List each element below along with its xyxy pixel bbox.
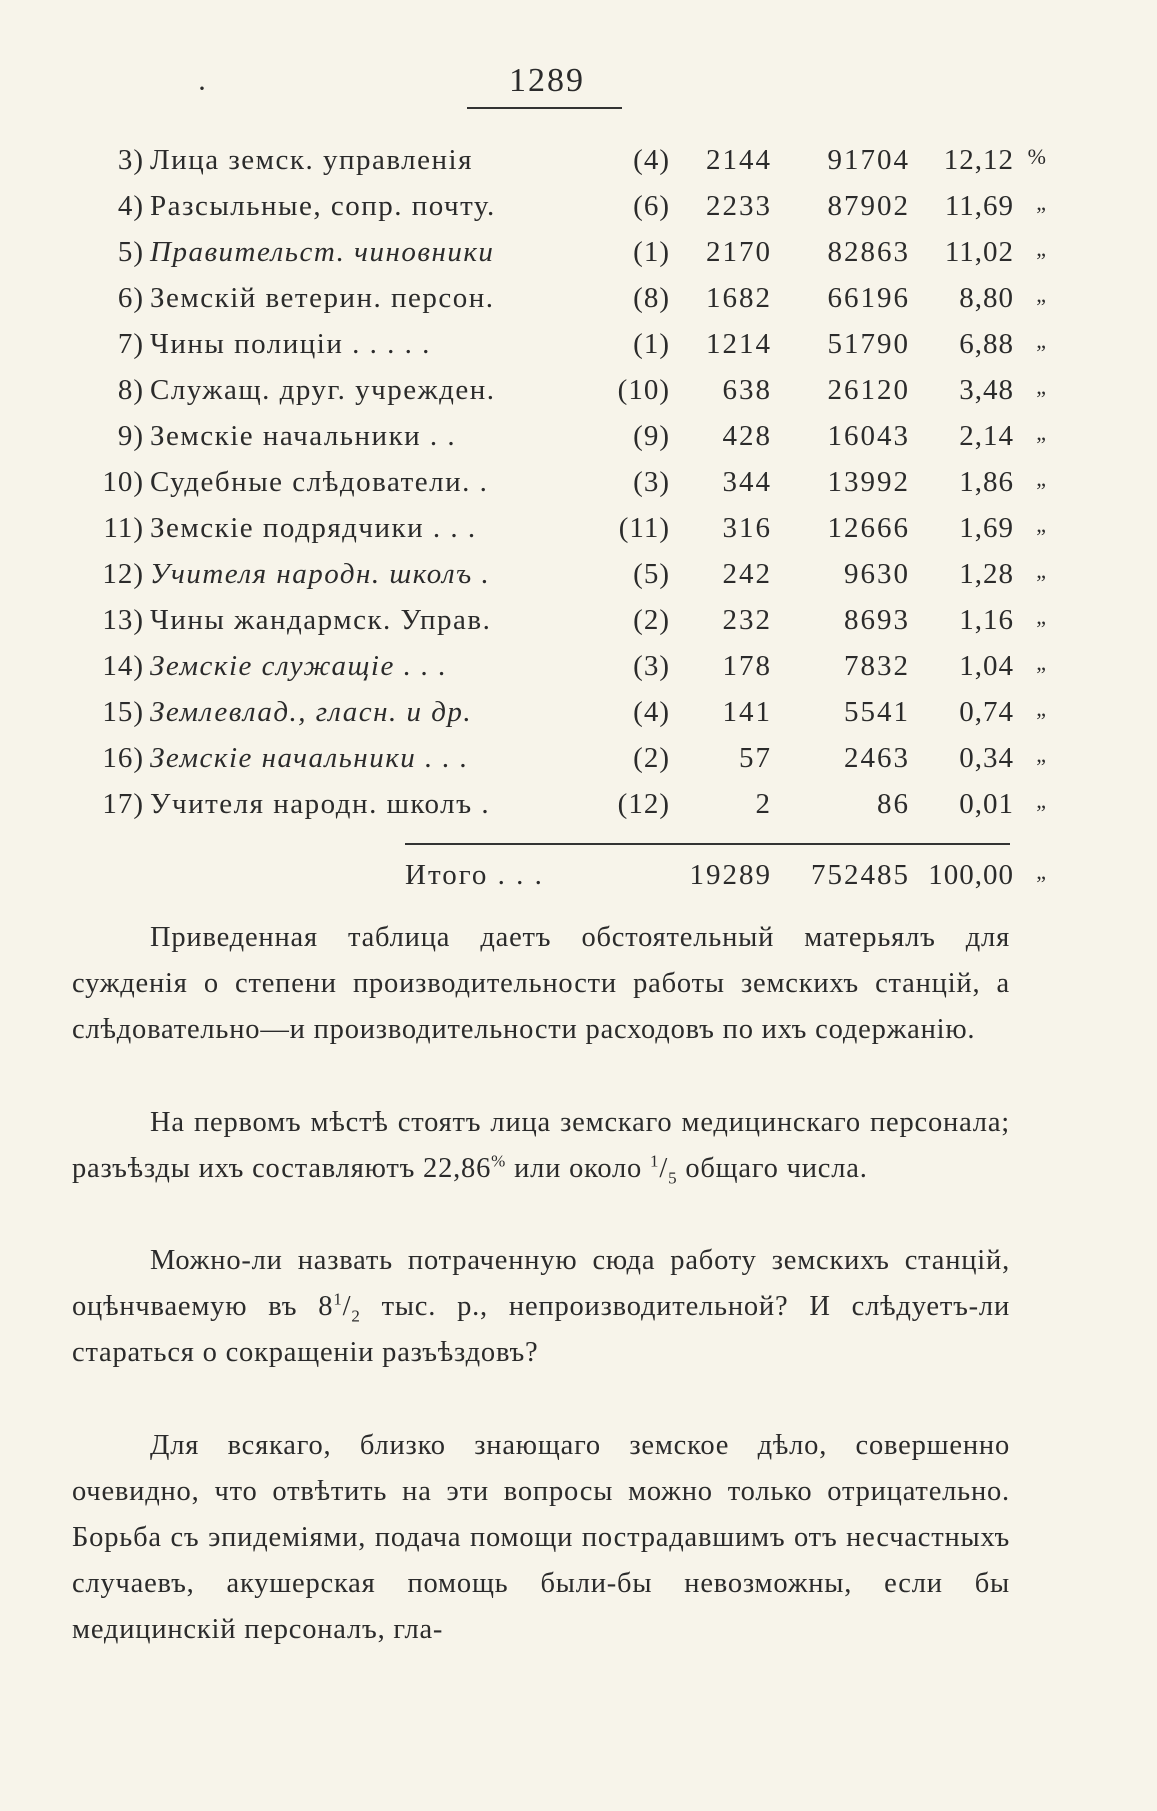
row-count: 2 [755, 788, 772, 820]
row-number: 9) [117, 420, 144, 452]
row-ditto: „ [1036, 420, 1046, 445]
row-count: 141 [722, 696, 772, 728]
total-label: Итого . . . [405, 859, 544, 891]
row-percent: 0,34 [959, 742, 1014, 774]
row-label: Служащ. друг. учрежден. [150, 374, 496, 406]
row-sum: 16043 [827, 420, 910, 452]
row-count: 242 [722, 558, 772, 590]
row-paren-count: (2) [633, 742, 670, 774]
row-ditto: „ [1036, 466, 1046, 491]
row-paren-count: (4) [633, 144, 670, 176]
table-row [60, 140, 1046, 186]
row-percent: 0,74 [959, 696, 1014, 728]
row-label: Земскіе подрядчики . . . [150, 512, 477, 544]
table-row [60, 508, 1046, 554]
row-sum: 66196 [827, 282, 910, 314]
row-paren-count: (1) [633, 328, 670, 360]
total-sum: 752485 [811, 859, 910, 891]
row-label: Судебные слѣдователи. . [150, 466, 489, 498]
row-number: 13) [102, 604, 144, 636]
table-row [60, 324, 1046, 370]
total-count: 19289 [689, 859, 772, 891]
paragraph-2-text-c: общаго числа. [677, 1153, 868, 1184]
row-sum: 86 [877, 788, 910, 820]
row-label: Разсыльные, сопр. почту. [150, 190, 496, 222]
row-number: 15) [102, 696, 144, 728]
table-row [60, 186, 1046, 232]
row-number: 12) [102, 558, 144, 590]
row-ditto: „ [1036, 742, 1046, 767]
row-ditto: „ [1036, 374, 1046, 399]
row-paren-count: (5) [633, 558, 670, 590]
table-row [60, 416, 1046, 462]
row-label: Лица земск. управленія [150, 144, 473, 176]
row-number: 5) [117, 236, 144, 268]
row-label: Землевлад., гласн. и др. [150, 696, 473, 728]
row-count: 2170 [706, 236, 772, 268]
row-label: Земскіе служащіе . . . [150, 650, 448, 682]
total-ditto: „ [1036, 859, 1046, 884]
fraction-denominator: 2 [351, 1306, 361, 1326]
paragraph-3-text-b: тыс. р., непроизводительной? И слѣдуетъ-ли стараться о сокращеніи разъѣздовъ? [72, 1291, 1010, 1368]
row-percent: 1,86 [959, 466, 1014, 498]
row-sum: 51790 [827, 328, 910, 360]
row-number: 6) [117, 282, 144, 314]
table-row [60, 646, 1046, 692]
row-count: 428 [722, 420, 772, 452]
row-label: Чины жандармск. Управ. [150, 604, 492, 636]
row-count: 344 [722, 466, 772, 498]
row-ditto: „ [1036, 236, 1046, 261]
total-rule [405, 843, 1010, 845]
row-sum: 26120 [827, 374, 910, 406]
paragraph-2-percent: % [491, 1151, 507, 1171]
row-sum: 91704 [827, 144, 910, 176]
row-ditto: „ [1036, 190, 1046, 215]
row-ditto: „ [1036, 328, 1046, 353]
table-row [60, 278, 1046, 324]
row-sum: 87902 [827, 190, 910, 222]
row-number: 8) [117, 374, 144, 406]
paragraph-1: Приведенная таблица даетъ обстоятельный матерьялъ для сужденія о степени производительности работы земскихъ станцій, а слѣдовательно—и производительности расходовъ по ихъ содержанію. [72, 922, 1010, 1045]
total-row [60, 855, 1046, 901]
row-count: 1214 [706, 328, 772, 360]
row-count: 2144 [706, 144, 772, 176]
row-percent: 6,88 [959, 328, 1014, 360]
row-percent: 1,69 [959, 512, 1014, 544]
row-paren-count: (2) [633, 604, 670, 636]
table-row [60, 462, 1046, 508]
row-percent: 11,02 [944, 236, 1014, 268]
table-row [60, 784, 1046, 830]
row-count: 316 [722, 512, 772, 544]
row-ditto: % [1027, 144, 1046, 169]
row-sum: 5541 [844, 696, 910, 728]
row-paren-count: (10) [617, 374, 670, 406]
row-label: Земскіе начальники . . [150, 420, 457, 452]
row-number: 3) [117, 144, 144, 176]
row-percent: 1,28 [959, 558, 1014, 590]
row-count: 178 [722, 650, 772, 682]
row-sum: 82863 [827, 236, 910, 268]
row-number: 11) [103, 512, 144, 544]
row-number: 17) [102, 788, 144, 820]
row-ditto: „ [1036, 788, 1046, 813]
paragraph-4: Для всякаго, близко знающаго земское дѣло, совершенно очевидно, что отвѣтить на эти вопросы можно только отрицательно. Борьба съ эпидеміями, подача помощи пострадавшимъ отъ несчастныхъ случаевъ, акушерская помощь были-бы невозможны, если бы медицинскій персоналъ, гла- [72, 1430, 1010, 1645]
table-row [60, 692, 1046, 738]
row-ditto: „ [1036, 558, 1046, 583]
row-count: 232 [722, 604, 772, 636]
row-percent: 3,48 [959, 374, 1014, 406]
row-paren-count: (3) [633, 650, 670, 682]
row-paren-count: (9) [633, 420, 670, 452]
fraction-numerator: 1 [333, 1289, 343, 1309]
row-sum: 2463 [844, 742, 910, 774]
row-number: 4) [117, 190, 144, 222]
row-paren-count: (1) [633, 236, 670, 268]
row-ditto: „ [1036, 696, 1046, 721]
total-percent: 100,00 [928, 859, 1014, 891]
row-paren-count: (8) [633, 282, 670, 314]
row-label: Земскіе начальники . . . [150, 742, 469, 774]
row-count: 2233 [706, 190, 772, 222]
row-sum: 13992 [827, 466, 910, 498]
fraction-numerator: 1 [650, 1151, 660, 1171]
row-paren-count: (11) [618, 512, 670, 544]
row-ditto: „ [1036, 604, 1046, 629]
row-number: 14) [102, 650, 144, 682]
row-sum: 12666 [827, 512, 910, 544]
table-row [60, 232, 1046, 278]
row-percent: 8,80 [959, 282, 1014, 314]
page-number-rule [467, 107, 622, 109]
table-row [60, 738, 1046, 784]
paragraph-2-text-a: На первомъ мѣстѣ стоятъ лица земскаго медицинскаго персонала; разъѣзды ихъ составляютъ 22,86 [72, 1107, 1010, 1184]
row-percent: 1,16 [959, 604, 1014, 636]
row-count: 638 [722, 374, 772, 406]
row-count: 1682 [706, 282, 772, 314]
row-number: 10) [102, 466, 144, 498]
paragraph-2: На первомъ мѣстѣ стоятъ лица земскаго медицинскаго персонала; разъѣзды ихъ составляютъ 22,86% или около $^1/_5$ общаго числа. [72, 1107, 1010, 1188]
row-label: Правительст. чиновники [150, 236, 495, 268]
row-percent: 2,14 [959, 420, 1014, 452]
row-percent: 12,12 [943, 144, 1014, 176]
row-sum: 7832 [844, 650, 910, 682]
row-label: Учителя народн. школъ . [150, 788, 491, 820]
paragraph-3: Можно-ли назвать потраченную сюда работу земскихъ станцій, оцѣнчваемую въ $8^1/_2$ тыс. р., непроизводительной? И слѣдуетъ-ли стараться о сокращеніи разъѣздовъ? [72, 1245, 1010, 1368]
paragraph-3-text-a: Можно-ли назвать потраченную сюда работу земскихъ станцій, оцѣнчваемую въ 8 [72, 1245, 1010, 1322]
row-percent: 1,04 [959, 650, 1014, 682]
row-label: Учителя народн. школъ . [150, 558, 491, 590]
row-percent: 0,01 [959, 788, 1014, 820]
row-number: 16) [102, 742, 144, 774]
margin-mark: · [197, 72, 207, 105]
table-row [60, 554, 1046, 600]
row-count: 57 [739, 742, 772, 774]
row-paren-count: (6) [633, 190, 670, 222]
table-row [60, 370, 1046, 416]
row-percent: 11,69 [944, 190, 1014, 222]
page-number: 1289 [509, 62, 585, 99]
table-row [60, 600, 1046, 646]
row-label: Чины полиціи . . . . . [150, 328, 431, 360]
row-ditto: „ [1036, 282, 1046, 307]
paragraph-2-text-b: или около [506, 1153, 651, 1184]
row-ditto: „ [1036, 650, 1046, 675]
row-ditto: „ [1036, 512, 1046, 537]
row-label: Земскій ветерин. персон. [150, 282, 495, 314]
row-sum: 8693 [844, 604, 910, 636]
statistics-table [60, 140, 1046, 830]
row-paren-count: (4) [633, 696, 670, 728]
row-paren-count: (3) [633, 466, 670, 498]
row-number: 7) [117, 328, 144, 360]
fraction-denominator: 5 [668, 1168, 678, 1188]
row-sum: 9630 [844, 558, 910, 590]
row-paren-count: (12) [617, 788, 670, 820]
